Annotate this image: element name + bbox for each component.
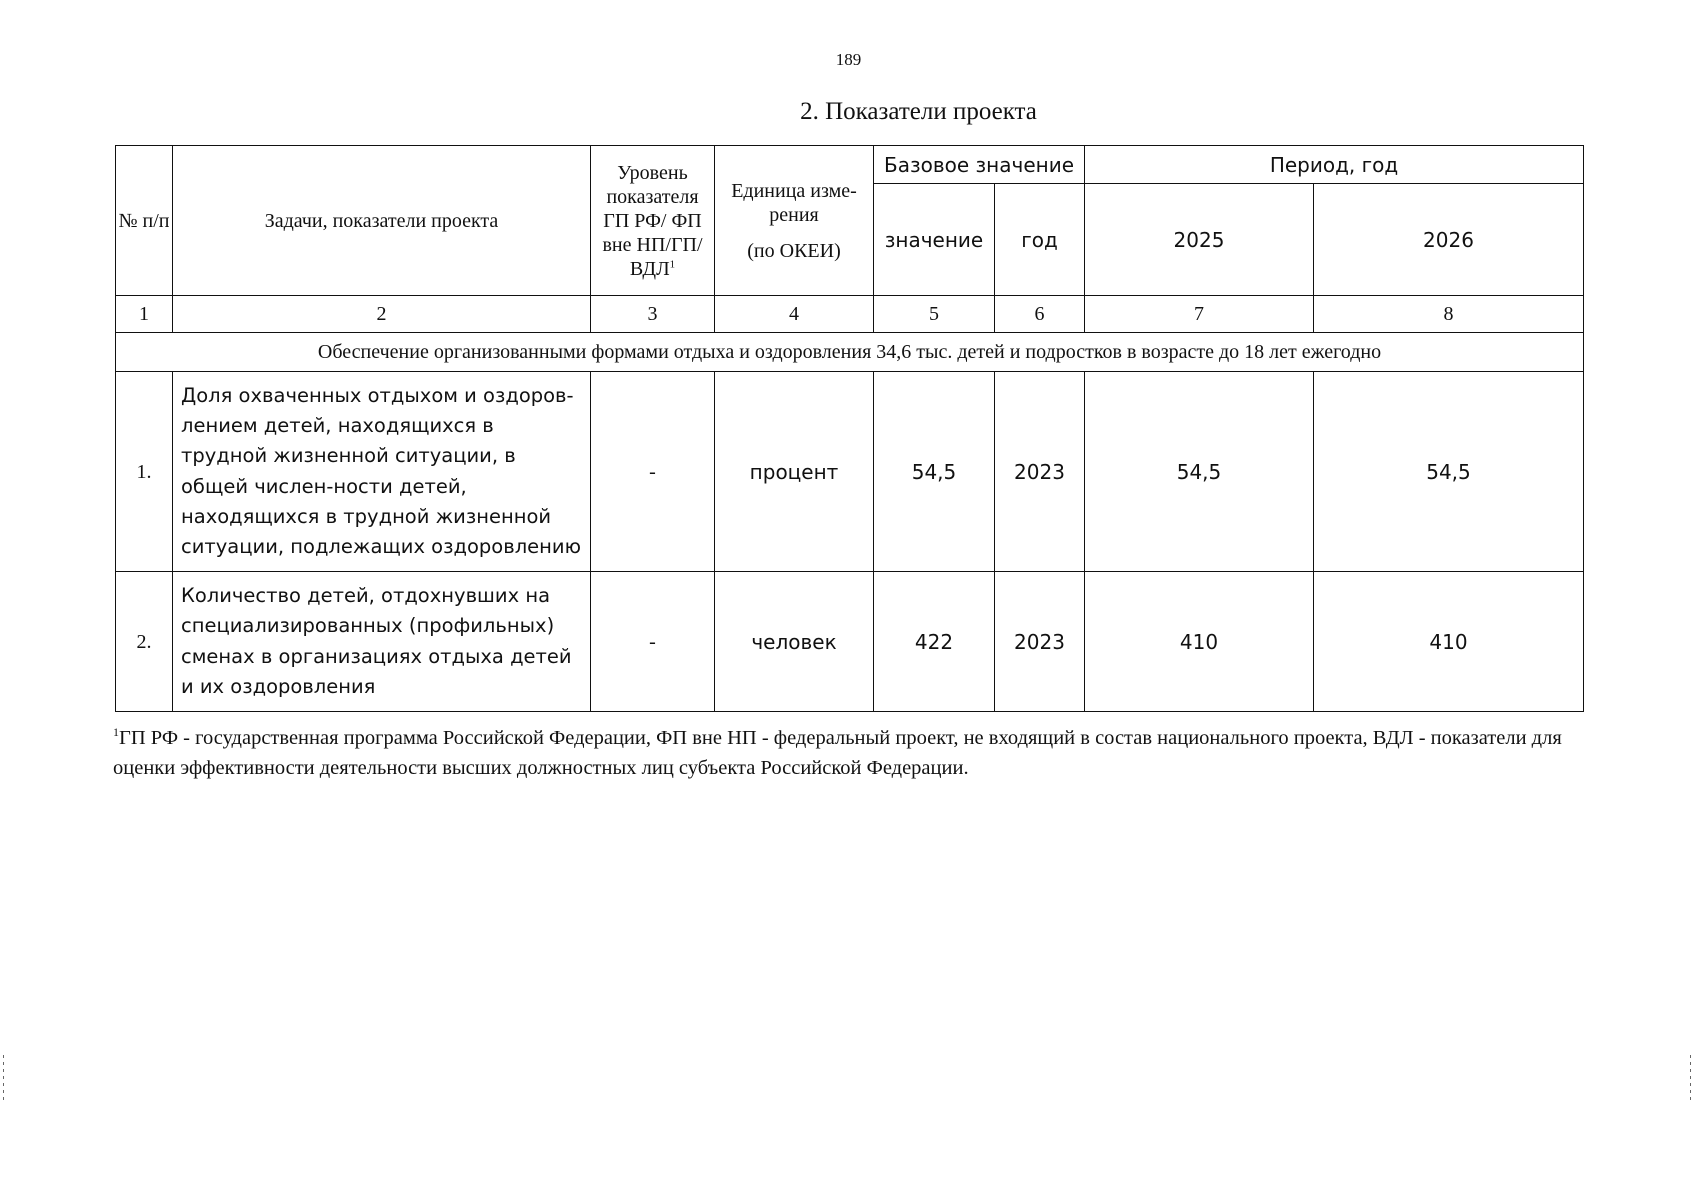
header-year-2026: 2026 [1314,184,1584,296]
header-base-value: значение [874,184,995,296]
column-number: 6 [995,296,1085,333]
section-row [116,333,1584,372]
footnote-text: ГП РФ - государственная программа Российской Федерации, ФП вне НП - федеральный проект, не входящий в состав национального проекта, ВДЛ - показатели для оценки эффективности деятельности высших должностных лиц субъекта Российской Федерации. [113,727,1562,779]
table-row [116,572,1584,712]
footnote-marker: 1 [113,725,119,740]
row-value-2026: 410 [1314,572,1584,712]
row-num: 2. [116,572,173,712]
header-tasks: Задачи, показатели проекта [173,146,591,296]
section-title: Обеспечение организованными формами отдыха и оздоровления 34,6 тыс. детей и подростков в возрасте до 18 лет ежегодно [116,333,1584,372]
indicators-table [115,145,1584,712]
row-base-year: 2023 [995,572,1085,712]
row-base-value: 422 [874,572,995,712]
column-number: 3 [591,296,715,333]
row-level: - [591,572,715,712]
row-value-2026: 54,5 [1314,372,1584,572]
row-base-year: 2023 [995,372,1085,572]
header-level-footnote-marker: 1 [669,257,676,270]
header-level-text: Уровень показателя ГП РФ/ ФП вне НП/ГП/ ВДЛ [602,161,703,280]
header-unit-okei: (по ОКЕИ) [747,239,841,262]
column-numbers-row [116,296,1584,333]
header-level [591,146,715,296]
column-number: 2 [173,296,591,333]
scan-edge-mark-left [3,1055,4,1100]
page-title [0,98,1697,126]
header-num: № п/п [116,146,173,296]
row-value-2025: 410 [1085,572,1314,712]
row-unit: процент [715,372,874,572]
table-row [116,372,1584,572]
footnote [113,724,1593,783]
row-value-2025: 54,5 [1085,372,1314,572]
header-unit-text: Единица изме-рения [731,179,857,226]
header-year-2025: 2025 [1085,184,1314,296]
row-task: Доля охваченных отдыхом и оздоров-лением детей, находящихся в трудной жизненной ситуации, в общей числен-ности детей, находящихся в трудной жизненной ситуации, подлежащих оздоровлению [173,372,591,572]
header-unit [715,146,874,296]
header-period: Период, год [1085,146,1584,184]
row-base-value: 54,5 [874,372,995,572]
column-number: 5 [874,296,995,333]
header-base: Базовое значение [874,146,1085,184]
column-number: 8 [1314,296,1584,333]
column-number: 7 [1085,296,1314,333]
row-level: - [591,372,715,572]
page-title-text: 2. Показатели проекта [800,98,1037,125]
column-number: 4 [715,296,874,333]
scan-edge-mark-right [1690,1055,1691,1100]
row-task: Количество детей, отдохнувших на специализированных (профильных) сменах в организациях отдыха детей и их оздоровления [173,572,591,712]
page-number: 189 [835,50,862,69]
row-unit: человек [715,572,874,712]
column-number: 1 [116,296,173,333]
header-base-year: год [995,184,1085,296]
row-num: 1. [116,372,173,572]
